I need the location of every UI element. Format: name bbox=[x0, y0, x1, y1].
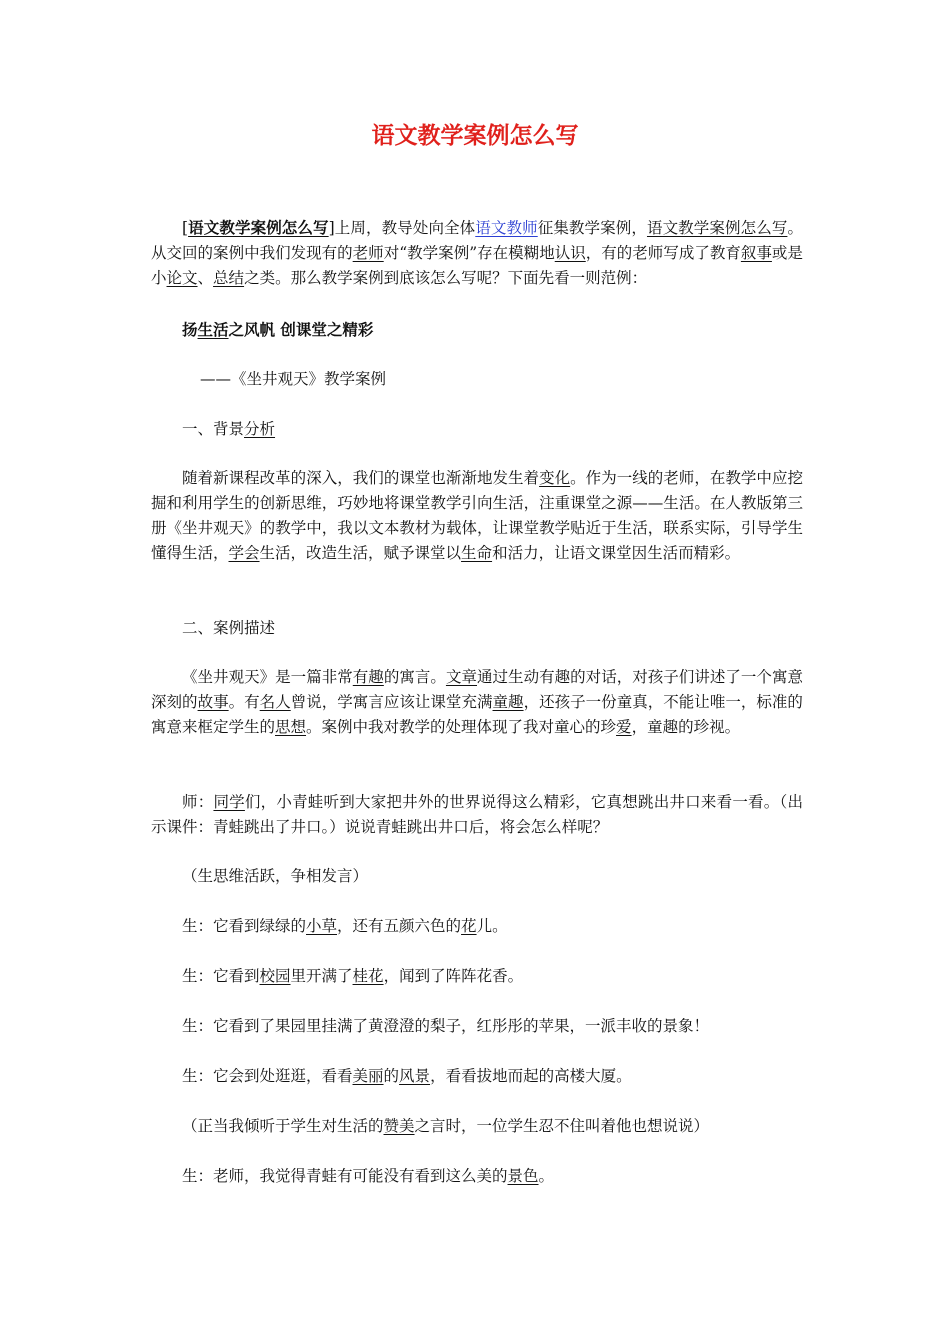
dialogue-text: 之言时，一位学生忍不住叫着他也想说说） bbox=[414, 1117, 710, 1135]
para-text: 曾说，学寓言应该让课堂充满 bbox=[290, 693, 493, 711]
dialogue-keyword: 美丽 bbox=[352, 1067, 384, 1085]
para-text: 生活，改造生活，赋予课堂以 bbox=[259, 544, 462, 562]
page-title: 语文教学案例怎么写 bbox=[371, 122, 579, 149]
para-keyword: 学会 bbox=[228, 544, 260, 562]
para-text: 《坐井观天》是一篇非常 bbox=[182, 668, 353, 686]
stage-direction bbox=[151, 1114, 803, 1139]
dialogue-text: 生：它看到 bbox=[182, 967, 260, 985]
para-keyword: 童趣 bbox=[492, 693, 524, 711]
dialogue-keyword: 桂花 bbox=[352, 967, 384, 985]
bracket-close: ] bbox=[328, 219, 335, 237]
student-line bbox=[151, 914, 803, 939]
intro-text: 征集教学案例， bbox=[537, 219, 647, 237]
case-subtitle: ——《坐井观天》教学案例 bbox=[200, 370, 387, 388]
section-heading-background bbox=[151, 417, 803, 442]
para-keyword: 变化 bbox=[539, 469, 571, 487]
intro-text: 、 bbox=[197, 269, 214, 287]
student-line bbox=[151, 1164, 803, 1189]
section-heading-text: 一、背景 bbox=[182, 420, 245, 438]
intro-text: 。从交回的案例中我们发现有的 bbox=[151, 219, 803, 262]
dialogue-keyword: 小草 bbox=[306, 917, 338, 935]
para-text: 和活力，让语文课堂因生活而精彩。 bbox=[492, 544, 741, 562]
intro-text: ，有的老师写成了教育 bbox=[585, 244, 741, 262]
para-text: 。作为一线的老师，在教学中应挖掘和利用学生的创新思维，巧妙地将课堂教学引向生活，注重课堂之源——生活。在人教版第三册《坐井观天》的教学中，我以文本教材为载体，让课堂教学贴近于生活，联系实际，引导学生懂得生活， bbox=[151, 469, 803, 562]
dialogue-text: 的 bbox=[383, 1067, 400, 1085]
dialogue-text: 生：它看到绿绿的 bbox=[182, 917, 307, 935]
dialogue-text: （正当我倾听于学生对生活的 bbox=[182, 1117, 384, 1135]
dialogue-text: ，闻到了阵阵花香。 bbox=[383, 967, 524, 985]
section-heading-description: 二、案例描述 bbox=[182, 619, 276, 637]
case-title-keyword: 生活 bbox=[197, 320, 229, 339]
intro-text: 对“教学案例”存在模糊地 bbox=[383, 244, 555, 262]
dialogue-text: 儿。 bbox=[476, 917, 508, 935]
student-line bbox=[151, 1064, 803, 1089]
dialogue-keyword: 景色 bbox=[507, 1167, 539, 1185]
para-keyword: 思想 bbox=[275, 718, 307, 736]
chinese-teacher-link[interactable]: 语文教师 bbox=[475, 219, 538, 237]
dialogue-keyword: 风景 bbox=[399, 1067, 431, 1085]
para-text: 通过生动有趣的对话，对孩子们讲述了一个寓意深刻的 bbox=[151, 668, 803, 711]
student-line bbox=[151, 964, 803, 989]
case-title-text: 扬 bbox=[182, 320, 198, 339]
intro-paragraph bbox=[151, 215, 803, 291]
dialogue-keyword: 校园 bbox=[259, 967, 291, 985]
dialogue-keyword: 同学 bbox=[213, 793, 245, 811]
para-keyword: 文章 bbox=[445, 668, 477, 686]
dialogue-text: 。 bbox=[538, 1167, 555, 1185]
para-text: 。有 bbox=[228, 693, 260, 711]
intro-keyword: 论文 bbox=[166, 269, 198, 287]
intro-keyword: 老师 bbox=[352, 244, 384, 262]
intro-keyword: 总结 bbox=[213, 269, 245, 287]
intro-text: 上周，教导处向全体 bbox=[334, 219, 476, 237]
dialogue-text: 里开满了 bbox=[290, 967, 353, 985]
para-keyword: 爱 bbox=[616, 718, 632, 736]
intro-bold-title: 语文教学案例怎么写 bbox=[188, 218, 329, 237]
dialogue-text: 生：老师，我觉得青蛙有可能没有看到这么美的 bbox=[182, 1167, 508, 1185]
dialogue-text: ，还有五颜六色的 bbox=[337, 917, 462, 935]
intro-keyword: 叙事 bbox=[740, 244, 772, 262]
para-keyword: 故事 bbox=[197, 693, 229, 711]
dialogue-text: 们，小青蛙听到大家把井外的世界说得这么精彩，它真想跳出井口来看一看。（出示课件：青蛙跳出了井口。）说说青蛙跳出井口后，将会怎么样呢？ bbox=[151, 793, 803, 836]
intro-keyword: 认识 bbox=[554, 244, 586, 262]
stage-direction: （生思维活跃，争相发言） bbox=[182, 867, 369, 885]
dialogue-text: 师： bbox=[182, 793, 214, 811]
student-line: 生：它看到了果园里挂满了黄澄澄的梨子，红彤彤的苹果，一派丰收的景象！ bbox=[182, 1017, 710, 1035]
background-paragraph bbox=[151, 466, 803, 566]
dialogue-text: ，看看拔地而起的高楼大厦。 bbox=[430, 1067, 632, 1085]
section-heading-keyword: 分析 bbox=[244, 420, 276, 438]
teacher-dialogue bbox=[151, 790, 803, 840]
para-text: ，童趣的珍视。 bbox=[631, 718, 741, 736]
case-title bbox=[151, 317, 803, 342]
para-keyword: 生命 bbox=[461, 544, 493, 562]
intro-text: 之类。那么教学案例到底该怎么写呢？下面先看一则范例： bbox=[244, 269, 648, 287]
para-keyword: 名人 bbox=[259, 693, 291, 711]
bracket-open: [ bbox=[182, 219, 189, 237]
para-text: ，还孩子一份童真，不能让唯一，标准的寓意来框定学生的 bbox=[151, 693, 803, 736]
dialogue-text: 生：它会到处逛逛，看看 bbox=[182, 1067, 353, 1085]
para-text: 的寓言。 bbox=[383, 668, 446, 686]
intro-text: 或是小 bbox=[151, 244, 803, 287]
description-paragraph bbox=[151, 665, 803, 740]
dialogue-keyword: 赞美 bbox=[383, 1117, 415, 1135]
para-keyword: 有趣 bbox=[352, 668, 384, 686]
case-title-text: 之风帆 创课堂之精彩 bbox=[228, 320, 374, 339]
intro-keyword: 语文教学案例怎么写 bbox=[646, 219, 788, 237]
para-text: 。案例中我对教学的处理体现了我对童心的珍 bbox=[306, 718, 617, 736]
para-text: 随着新课程改革的深入，我们的课堂也渐渐地发生着 bbox=[182, 469, 540, 487]
dialogue-keyword: 花 bbox=[461, 917, 477, 935]
